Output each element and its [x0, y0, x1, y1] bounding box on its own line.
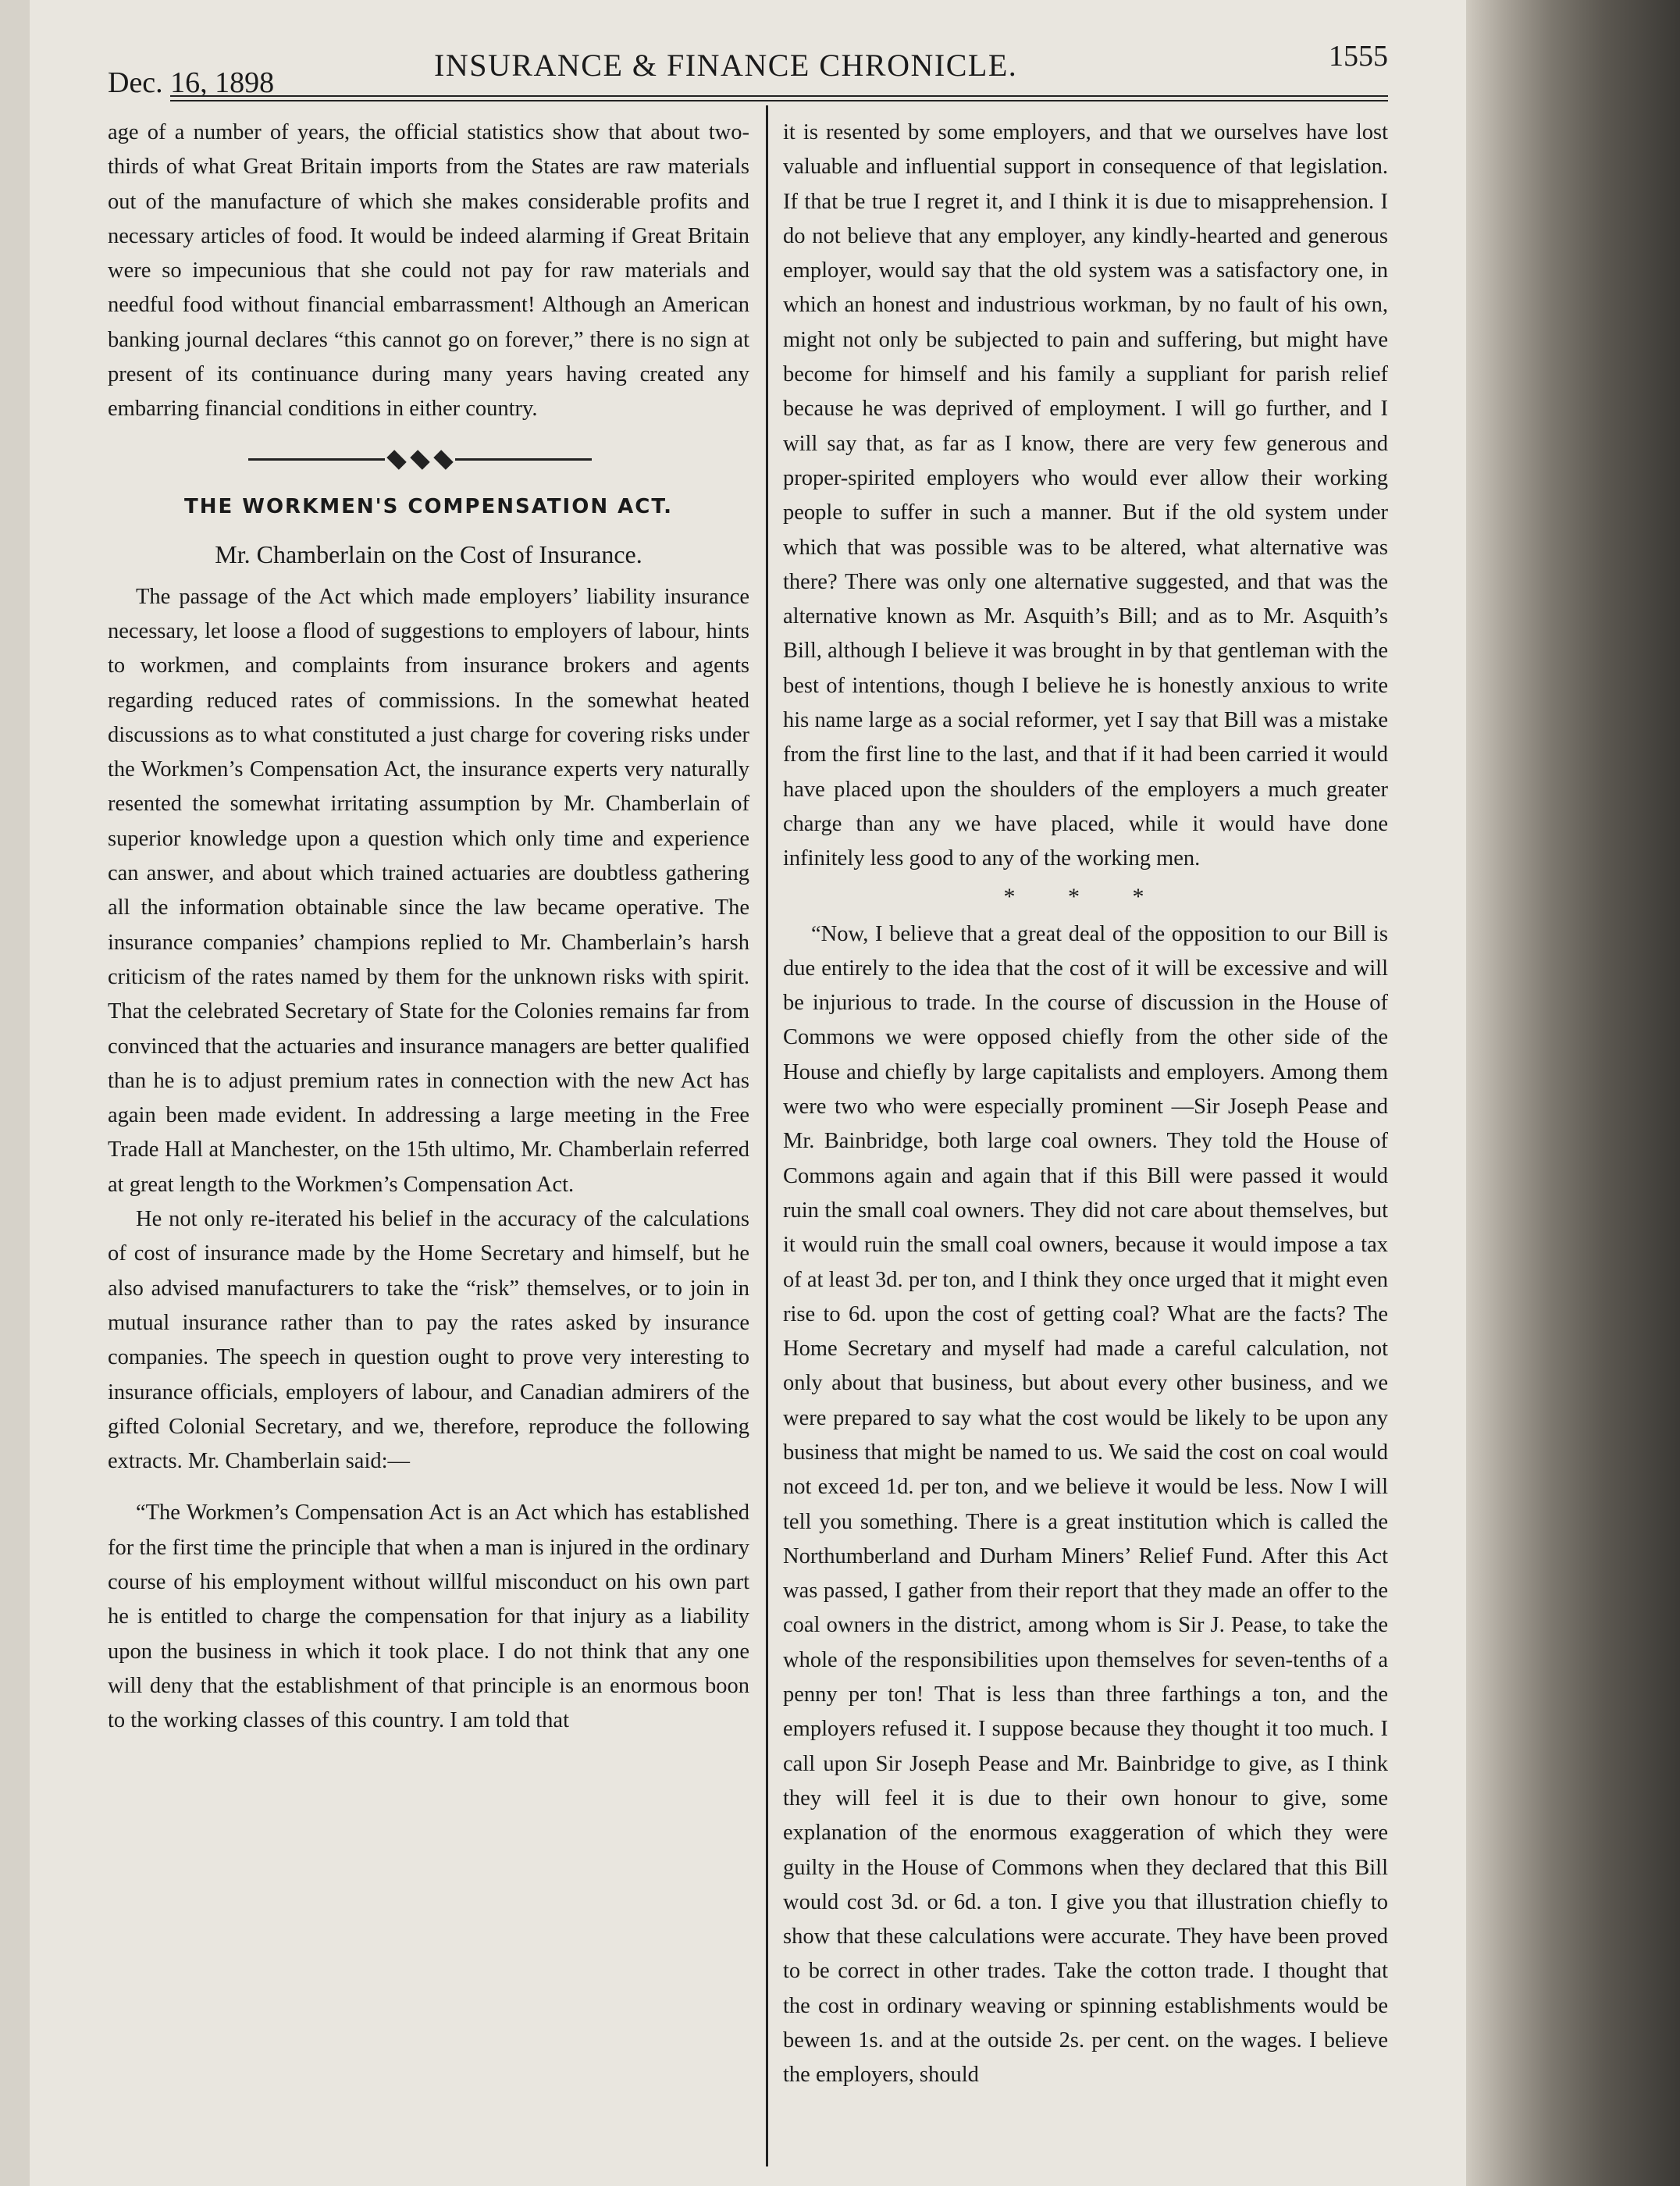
header-rule: [170, 95, 1388, 101]
section-ornament: [248, 452, 592, 468]
intro-paragraph: age of a number of years, the official statistics show that about two-thirds of what Great Britain imports from the States are raw materials out of the manufacture of which she makes considerable profits and necessary articles of food. It would be indeed alarming if Great Britain were so impecunious that she could not pay for raw materials and needful food without financial embarrassment! Although an American banking journal declares “this cannot go on forever,” there is no sign at present of its continuance during many years having created any embarring financial conditions in either country.: [108, 120, 749, 422]
article-subheading: Mr. Chamberlain on the Cost of Insurance.: [215, 539, 642, 568]
left-column: [108, 116, 749, 1738]
quote-paragraph: “The Workmen’s Compensation Act is an Act which has established for the first time the principle that when a man is injured in the ordinary course of his employment without willful misconduct on his own part he is entitled to charge the compensation for that injury as a liability upon the business in which it took place. I do not think that any one will deny that the establishment of that principle is an enormous boon to the working classes of this country. I am told that: [108, 1501, 749, 1733]
page-stack-edge: [1466, 0, 1680, 2186]
article-paragraph: He not only re-iterated his belief in the accuracy of the calculations of cost of insurance made by the Home Secretary and himself, but he also advised manufacturers to take the “risk” themselves, or to join in mutual insurance rather than to pay the rates asked by insurance companies. The speech in question ought to prove very interesting to insurance officials, employers of labour, and Canadian admirers of the gifted Colonial Secretary, and we, therefore, reproduce the following extracts. Mr. Chamberlain said:—: [108, 1207, 749, 1474]
article-heading: THE WORKMEN'S COMPENSATION ACT.: [183, 494, 674, 518]
quote-continuation: it is resented by some employers, and that we ourselves have lost valuable and influential support in consequence of that legislation. If that be true I regret it, and I think it is due to misapprehension. I do not believe that any employer, any kindly-hearted and generous employer, would say that the old system was a satisfactory one, in which an honest and industrious workman, by no fault of his own, might not only be subjected to pain and suffering, but might have become for himself and his family a suppliant for parish relief because he was deprived of employment. I will go further, and I will say that, as far as I know, there are very few generous and proper-spirited employers who would ever allow their working people to suffer in such a manner. But if the old system under which that was possible was to be altered, what alternative was there? There was only one alternative suggested, and that was the alternative known as Mr. Asquith’s Bill; and as to Mr. Asquith’s Bill, although I believe it was brought in by that gentleman with the best of intentions, though I believe he is honestly anxious to write his name large as a social reformer, yet I say that Bill was a mistake from the first line to the last, and that if it had been carried it would have placed upon the shoulders of the employers a much greater charge than any we have placed, while it would have done infinitely less good to any of the working men.: [783, 120, 1388, 871]
column-divider: [766, 105, 768, 2166]
newspaper-page: [30, 0, 1466, 2186]
publication-title: INSURANCE & FINANCE CHRONICLE.: [434, 48, 1018, 83]
article-paragraph: The passage of the Act which made employers’ liability insurance necessary, let loose a flood of suggestions to employers of labour, hints to workmen, and complaints from insurance brokers and agents regarding reduced rates of commissions. In the somewhat heated discussions as to what constituted a just charge for covering risks under the Workmen’s Compensation Act, the insurance experts very naturally resented the somewhat irritating assumption by Mr. Chamberlain of superior knowledge upon a question which only time and experience can answer, and about which trained actuaries are doubtless gathering all the information obtainable since the law became operative. The insurance companies’ champions replied to Mr. Chamberlain’s harsh criticism of the rates named by them for the unknown risks with spirit. That the celebrated Secretary of State for the Colonies remains far from convinced that the actuaries and insurance managers are better qualified than he is to adjust premium rates in connection with the new Act has again been made evident. In addressing a large meeting in the Free Trade Hall at Manchester, on the 15th ultimo, Mr. Chamberlain referred at great length to the Workmen’s Compensation Act.: [108, 584, 749, 1197]
page-header: [108, 39, 1388, 99]
quote-paragraph: “Now, I believe that a great deal of the opposition to our Bill is due entirely to the idea that the cost of it will be excessive and will be injurious to trade. In the course of discussion in the House of Commons we were opposed chiefly from the other side of the House and chiefly by large capitalists and employers. Among them were two who were especially prominent —Sir Joseph Pease and Mr. Bainbridge, both large coal owners. They told the House of Commons again and again that if this Bill were passed it would ruin the small coal owners. They did not care about themselves, but it would ruin the small coal owners, because it would impose a tax of at least 3d. per ton, and I think they once urged that it might even rise to 6d. upon the cost of getting coal? What are the facts? The Home Secretary and myself had made a careful calculation, not only about that business, but about every other business, and we were prepared to say what the cost would be likely to be upon any business that might be named to us. We said the cost on coal would not exceed 1d. per ton, and we believe it would be less. Now I will tell you something. There is a great institution which is called the Northumberland and Durham Miners’ Relief Fund. After this Act was passed, I gather from their report that they made an offer to the coal owners in the district, among whom is Sir J. Pease, to take the whole of the responsibilities upon themselves for seven-tenths of a penny per ton! That is less than three farthings a ton, and the employers refused it. I suppose because they thought it too much. I call upon Sir Joseph Pease and Mr. Bainbridge to give, as I think they will feel it is due to their own honour to give, some explanation of the enormous exaggeration of which they were guilty in the House of Commons when they declared that this Bill would cost 3d. or 6d. a ton. I give you that illustration chiefly to show that these calculations were accurate. They have been proved to be correct in other trades. Take the cotton trade. I thought that the cost in ordinary weaving or spinning establishments would be beween 1s. and at the outside 2s. per cent. on the wages. I believe the employers, should: [783, 921, 1388, 2088]
right-column: [783, 116, 1388, 2093]
section-separator: * * *: [1003, 883, 1168, 910]
issue-date: Dec. 16, 1898: [108, 66, 275, 99]
page-number: 1555: [1329, 40, 1388, 73]
previous-page-edge: [0, 0, 30, 2186]
